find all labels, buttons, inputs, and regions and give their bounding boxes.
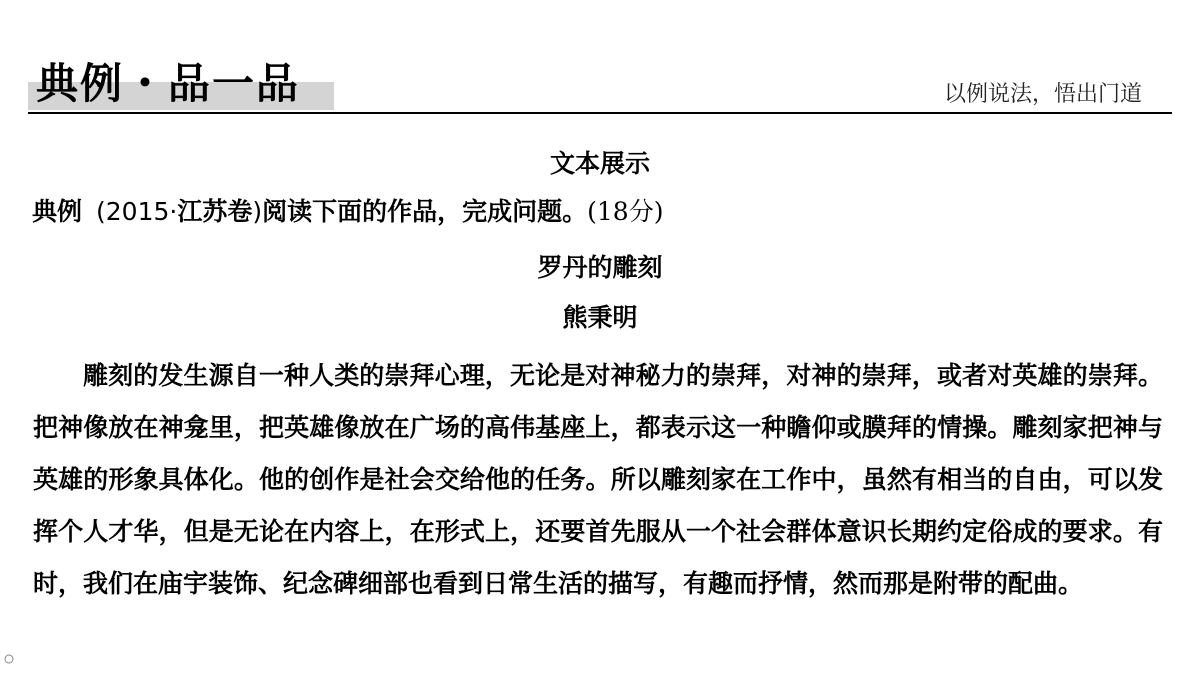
article-author: 熊秉明 bbox=[562, 303, 638, 332]
example-line bbox=[32, 195, 663, 229]
watermark-icon bbox=[4, 654, 14, 664]
page-title: 典例・品一品 bbox=[36, 59, 301, 108]
article-paragraph: 雕刻的发生源自一种人类的崇拜心理，无论是对神秘力的崇拜，对神的崇拜，或者对英雄的崇拜。把神像放在神龛里，把英雄像放在广场的高伟基座上，都表示这一种瞻仰或膜拜的情操。雕刻家把神与英雄的形象具体化。他的创作是社会交给他的任务。所以雕刻家在工作中，虽然有相当的自由，可以发挥个人才华，但是无论在内容上，在形式上，还要首先服从一个社会群体意识长期约定俗成的要求。有时，我们在庙宇装饰、纪念碑细部也看到日常生活的描写，有趣而抒情，然而那是附带的配曲。 bbox=[33, 361, 1163, 598]
example-label: 典例 bbox=[32, 197, 83, 226]
example-source-name: 江苏卷 bbox=[177, 197, 253, 226]
article-title: 罗丹的雕刻 bbox=[537, 253, 663, 282]
example-instruction: 阅读下面的作品，完成问题。 bbox=[262, 197, 588, 226]
example-source-close: ) bbox=[252, 197, 263, 226]
watermark-logo bbox=[4, 654, 14, 664]
header-slogan: 以例说法，悟出门道 bbox=[943, 82, 1142, 107]
example-score: (18分) bbox=[587, 197, 664, 226]
section-title: 文本展示 bbox=[549, 149, 650, 178]
header-divider bbox=[28, 112, 1172, 114]
example-source-open: (2015· bbox=[96, 197, 178, 226]
